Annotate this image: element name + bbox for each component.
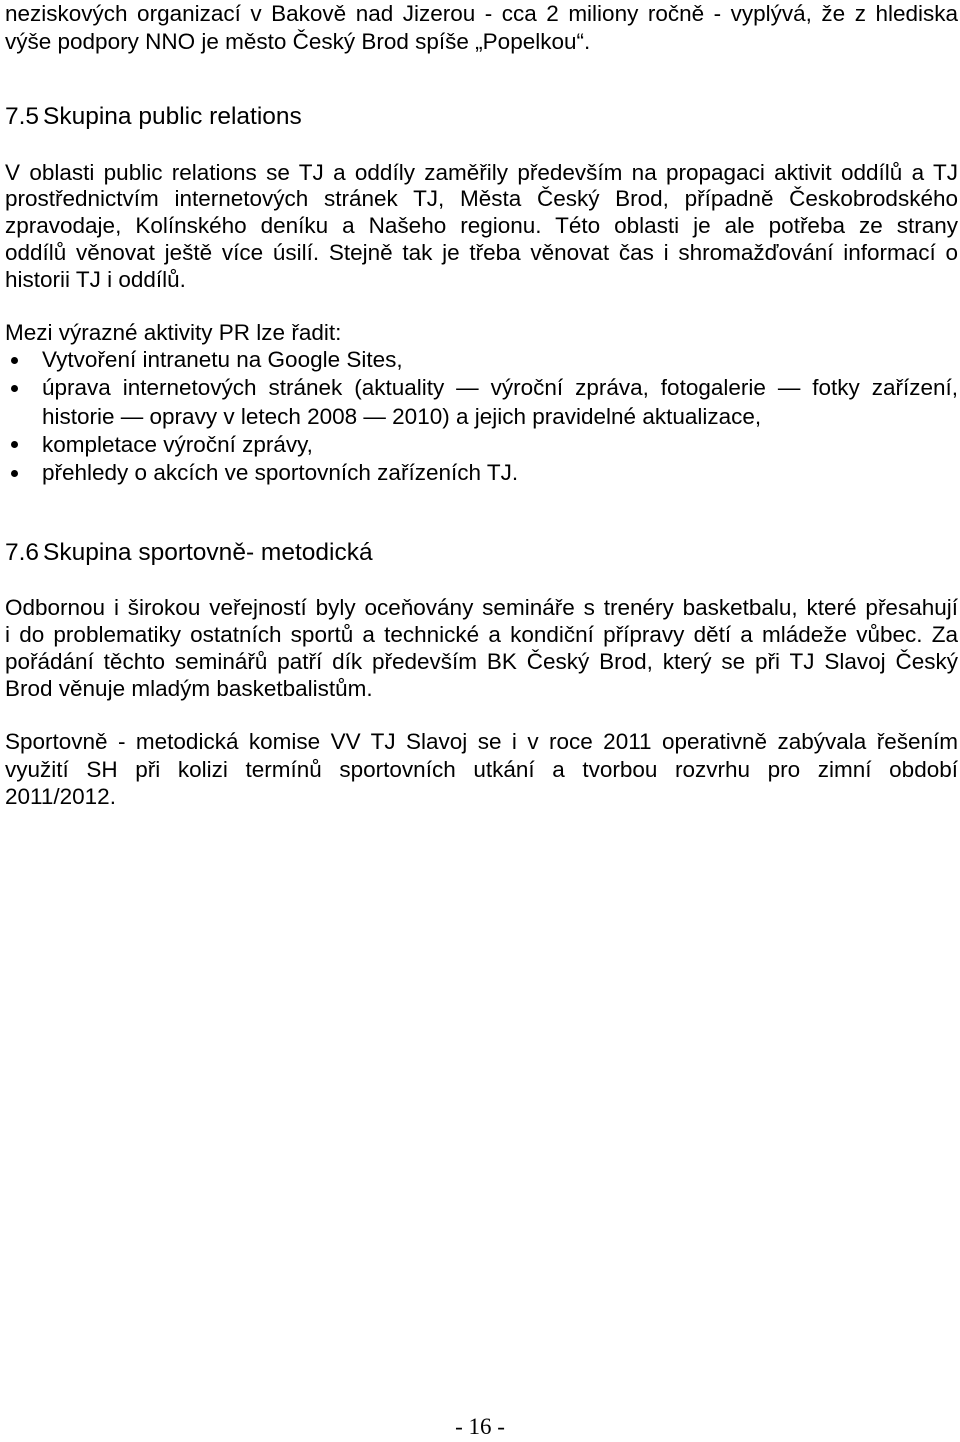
section-7-6-paragraph-1: [5, 594, 958, 702]
section-title: Skupina public relations: [43, 103, 302, 130]
section-number: 7.5: [5, 103, 40, 130]
list-intro: [5, 319, 958, 347]
intro-paragraph: [5, 0, 958, 56]
pr-activities-list: [0, 346, 960, 487]
text-line: neziskových organizací v Bakově nad Jizerou - cca 2 miliony ročně - vyplývá, že z hlediska: [5, 1, 958, 26]
bullet-icon: [11, 357, 18, 364]
list-item: [0, 374, 958, 431]
text-line: Brod věnuje mladým basketbalistům.: [5, 675, 373, 701]
section-heading-7-6: [5, 539, 905, 567]
list-item: [0, 431, 958, 459]
section-title: Skupina sportovně- metodická: [43, 539, 373, 566]
text-line: přehledy o akcích ve sportovních zařízeních TJ.: [42, 460, 519, 485]
section-heading-7-5: [5, 103, 905, 131]
text-line: Vytvoření intranetu na Google Sites,: [42, 347, 403, 372]
text-line: prostřednictvím internetových stránek TJ, Města Český Brod, případně Českobrodského: [5, 186, 958, 212]
text-line: výše podpory NNO je město Český Brod spíše „Popelkou“.: [5, 29, 591, 54]
text-line: využití SH při kolizi termínů sportovních utkání a tvorbou rozvrhu pro zimní období: [5, 756, 958, 782]
bullet-icon: [11, 385, 18, 392]
page-number: - 16 -: [455, 1414, 505, 1439]
text-line: úprava internetových stránek (aktuality — výroční zpráva, fotogalerie — fotky zařízení,: [42, 375, 958, 401]
section-7-5-paragraph: [5, 160, 958, 294]
list-item: [0, 346, 958, 374]
list-item: [0, 459, 958, 487]
bullet-icon: [11, 441, 18, 448]
text-line: 2011/2012.: [5, 784, 116, 810]
text-line: zpravodaje, Kolínského deníku a Našeho regionu. Této oblasti je ale potřeba ze strany: [5, 213, 958, 238]
text-line: Mezi výrazné aktivity PR lze řadit:: [5, 320, 342, 345]
text-line: V oblasti public relations se TJ a oddíly zaměřily především na propagaci aktivit oddílů a TJ: [5, 159, 958, 185]
section-7-6-paragraph-2: [5, 728, 958, 811]
text-line: Odbornou i širokou veřejností byly oceňovány semináře s trenéry basketbalu, které přesahují: [5, 594, 958, 620]
section-number: 7.6: [5, 539, 40, 566]
text-line: i do problematiky ostatních sportů a technické a kondiční přípravy dětí a mládeže vůbec. Za: [5, 621, 958, 647]
bullet-icon: [11, 470, 18, 477]
text-line: kompletace výroční zprávy,: [42, 431, 313, 457]
text-line: pořádání těchto seminářů patří dík především BK Český Brod, který se při TJ Slavoj Český: [5, 648, 958, 674]
text-line: historii TJ i oddílů.: [5, 266, 186, 292]
text-line: historie — opravy v letech 2008 — 2010) a jejich pravidelné aktualizace,: [42, 403, 762, 429]
text-line: oddílů věnovat ještě více úsilí. Stejně tak je třeba věnovat čas i shromažďování informací o: [5, 239, 958, 265]
text-line: Sportovně - metodická komise VV TJ Slavoj se i v roce 2011 operativně zabývala řešením: [5, 729, 958, 755]
